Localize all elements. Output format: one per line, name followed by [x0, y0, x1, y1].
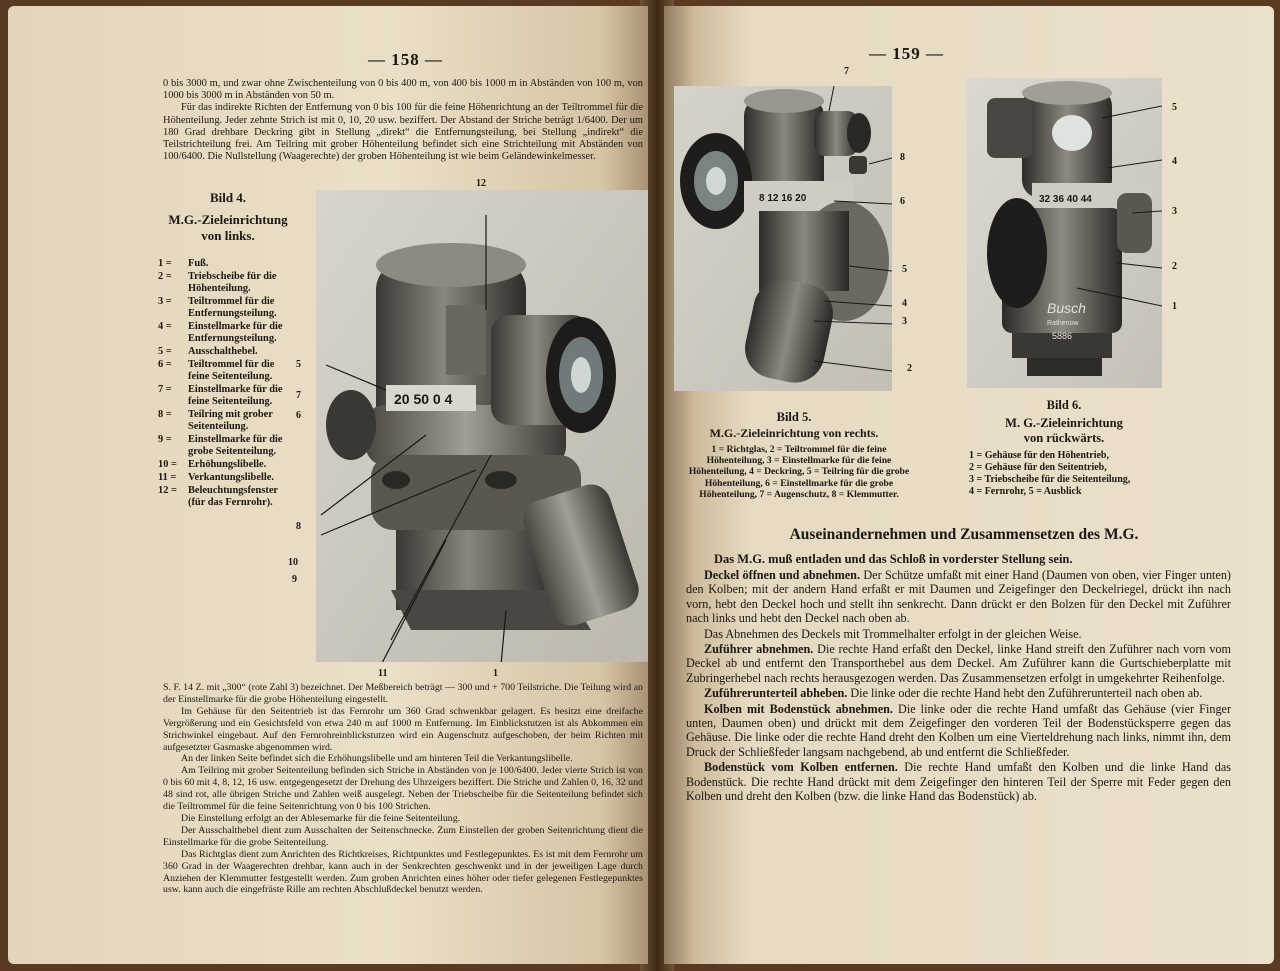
callout-9: 9 [292, 574, 297, 585]
legend-item [158, 296, 293, 320]
legend-text: Teiltrommel für die feine Seitenteilung. [188, 359, 275, 382]
figure-5-photo [674, 86, 892, 391]
figure-legend [158, 258, 293, 510]
legend-num: 12 = [158, 485, 177, 496]
callout-10: 10 [288, 557, 298, 568]
legend-num: 9 = [158, 434, 172, 445]
figure-title-line: M.G.-Zieleinrichtung [168, 212, 288, 227]
sight-illustration-rear [967, 78, 1162, 388]
left-bottom-text [163, 682, 643, 896]
figure-5-number: Bild 5. [776, 410, 812, 424]
legend-text: Einstellmarke für die grobe Seitenteilung. [188, 434, 283, 457]
right-page [664, 6, 1274, 964]
paragraph [686, 760, 1231, 803]
figure-number: Bild 4. [209, 190, 247, 205]
figure-6-title [964, 416, 1164, 446]
legend-text: Fuß. [188, 258, 209, 269]
legend-text: Verkantungslibelle. [188, 472, 274, 483]
callout-6: 6 [296, 410, 301, 421]
legend-text: Ausschalthebel. [188, 346, 258, 357]
legend-num: 6 = [158, 359, 172, 370]
legend-text: Einstellmarke für die feine Seitenteilung. [188, 384, 283, 407]
legend-line: 3 = Triebscheibe für die Seitenteilung, [969, 474, 1131, 485]
paragraph: Am Teilring mit grober Seitenteilung befinden sich Striche in Abständen von je 100/6400. Jeder vierte Strich ist von 0 bis 60 mit 4, 8, 12, 16 usw. entgegengesetzt der Drehung des Uhrzeigers beziffert. Die Striche und Zahlen 0, 16, 32 und 48 sind rot, alle übrigen Striche und Zahlen weiß ausgelegt. Neben der Triebscheibe für die Seitenteilung befindet sich die Teiltrommel für die feine Seitenrichtung von 0 bis 100 Strichen. [163, 765, 643, 813]
figure-6-number: Bild 6. [1046, 398, 1082, 412]
paragraph-lead: Zuführerunterteil abheben. [704, 686, 848, 701]
dial-scale-text: 20 50 0 4 [394, 391, 453, 407]
figure-5-legend: 1 = Richtglas, 2 = Teiltrommel für die feine Höhenteilung, 3 = Einstellmarke für die feine Höhenteilung, 4 = Deckring, 5 = Teilring für die grobe Höhenteilung, 6 = Einstellmarke für die grobe Höhenteilung, 7 = Augenschutz, 8 = Klemmutter. [688, 444, 910, 500]
legend-num: 2 = [158, 271, 172, 282]
callout-1: 1 [493, 668, 498, 679]
legend-item [158, 346, 293, 358]
callout-3: 3 [1172, 206, 1177, 217]
callout-8: 8 [296, 521, 301, 532]
legend-num: 7 = [158, 384, 172, 395]
legend-item [158, 359, 293, 383]
paragraph-lead: Zuführer abnehmen. [704, 642, 814, 657]
paragraph: Die Einstellung erfolgt an der Ablesemarke für die feine Seitenteilung. [181, 812, 461, 824]
paragraph-text: Die linke oder die rechte Hand hebt den Zuführerunterteil nach oben ab. [847, 686, 1203, 701]
legend-text: Triebscheibe für die Höhenteilung. [188, 271, 277, 294]
callout-4: 4 [1172, 156, 1177, 167]
paragraph-text: Die linke oder die rechte Hand umfaßt das Gehäuse (vier Finger unten, Daumen oben) und drückt mit dem Zeigefinger den vorderen Teil der Bodenstücksperre gegen das Gehäuse. Die linke oder die rechte Hand dreht den Kolben um eine Vierteldrehung nach links, nimmt ihn, dem Druck der Schließfeder langsam nachgebend, ab und entfernt die Schließfeder. [686, 701, 1232, 759]
dial-scale-text: 8 12 16 20 [759, 193, 807, 204]
legend-item [158, 472, 293, 484]
paragraph-text: Die rechte Hand umfaßt den Kolben und die linke Hand das Bodenstück. Die rechte Hand drückt mit dem Zeigefinger den hinteren Teil der Sperre mit Feder gegen den Kolben und dreht den Kolben (bzw. die linke Hand das Bodenstück) ab. [686, 760, 1231, 804]
callout-1: 1 [1172, 301, 1177, 312]
figure-6-legend [969, 450, 1169, 498]
legend-text: Beleuchtungsfenster (für das Fernrohr). [188, 485, 278, 508]
figure-title-line: M. G.-Zieleinrichtung [1005, 416, 1123, 430]
paragraph-lead: Kolben mit Bodenstück abnehmen. [704, 701, 893, 716]
figure-title [153, 212, 303, 244]
legend-item [158, 271, 293, 295]
callout-5: 5 [902, 264, 907, 275]
callout-5: 5 [1172, 102, 1177, 113]
legend-item [158, 485, 293, 509]
page-number-left: — 158 — [368, 50, 443, 69]
paragraph: Für das indirekte Richten der Entfernung von 0 bis 100 für die feine Höhenrichtung an der Teiltrommel für die Höhenteilung. Jeder zehnte Strich ist mit 0, 10, 20 usw. beziffert. Der Abstand der Striche beträgt 1/6400. Der um 180 Grad drehbare Deckring gibt in Stellung „direkt“ die Entfernungsteilung, bei Stellung „indirekt“ die Teilstrichteilung frei. Am Teilring mit grober Höhenteilung befindet sich eine Strichteilung mit Abständen von 100/6400. Die Nullstellung (Waagerechte) der groben Höhenteilung ist wie beim Geländewinkelmesser. [163, 102, 643, 163]
serial-number: 5886 [1052, 331, 1073, 341]
legend-line: 2 = Gehäuse für den Seitentrieb, [969, 462, 1107, 473]
sight-illustration-right-side [674, 86, 892, 391]
figure-title-line: von links. [201, 228, 255, 243]
paragraph: An der linken Seite befindet sich die Erhöhungslibelle und am hinteren Teil die Verkantungslibelle. [181, 753, 573, 765]
figure-5-title: M.G.-Zieleinrichtung von rechts. [709, 426, 879, 440]
paragraph: S. F. 14 Z. mit „300“ (rote Zahl 3) bezeichnet. Der Meßbereich beträgt — 300 und + 700 Teilstriche. Die Teilung wird an der Einstellmarke für die grobe Höhenteilung eingestellt. [163, 682, 643, 705]
paragraph [686, 686, 1231, 700]
paragraph [686, 642, 1231, 685]
figure-6-photo [967, 78, 1162, 388]
callout-4: 4 [902, 298, 907, 309]
figure-title-line: von rückwärts. [1023, 431, 1105, 445]
left-top-text [163, 78, 643, 163]
figure-4-photo [316, 190, 648, 662]
paragraph: Der Ausschalthebel dient zum Ausschalten der Seitenschnecke. Zum Einstellen der groben Seitenrichtung dient die Einstellmarke für die grobe Seitenteilung. [163, 824, 643, 848]
legend-item [158, 321, 293, 345]
section-subheading: Das M.G. muß entladen und das Schloß in vorderster Stellung sein. [714, 552, 1073, 566]
maker-name: Busch [1047, 300, 1086, 316]
callout-6: 6 [900, 196, 905, 207]
legend-num: 10 = [158, 459, 177, 470]
callout-3: 3 [902, 316, 907, 327]
paragraph: Im Gehäuse für den Seitentrieb ist das Fernrohr um 360 Grad schwenkbar gelagert. Es besitzt eine dreifache Vergrößerung und ein Gesichtsfeld von etwa 240 m auf 1000 m Entfernung. Im Einblickstutzen ist als Abkommen ein Strichwinkel eingebaut. Auf den Fernrohreinblickstutzen wird ein Augenschutz aufgeschoben, der beim Richten mit aufgesetzter Gasmaske abgenommen wird. [163, 705, 643, 753]
left-page [8, 6, 648, 964]
paragraph [686, 627, 1231, 641]
paragraph-lead: Deckel öffnen und abnehmen. [704, 568, 861, 582]
legend-text: Teiltrommel für die Entfernungsteilung. [188, 296, 277, 319]
paragraph [686, 568, 1231, 626]
callout-2: 2 [1172, 261, 1177, 272]
paragraph-text: Das Abnehmen des Deckels mit Trommelhalter erfolgt in der gleichen Weise. [704, 626, 1082, 641]
callout-2: 2 [907, 363, 912, 374]
legend-num: 8 = [158, 409, 172, 420]
legend-text: Erhöhungslibelle. [188, 459, 267, 470]
legend-text: Einstellmarke für die Entfernungsteilung. [188, 321, 283, 344]
paragraph-text: Der Schütze umfaßt mit einer Hand (Daumen von oben, vier Finger unten) den Kolben; mit der andern Hand erfaßt er mit Daumen und Zeigefinger den Deckelriegel, drückt ihn nach vorn, hebt den Deckel hoch und stellt ihn senkrecht. Dann drückt er den Bolzen für den Deckel mit Zuführer nach links und hebt den Deckel nach oben ab. [686, 568, 1231, 626]
legend-item [158, 258, 293, 270]
legend-num: 11 = [158, 472, 177, 483]
paragraph: Das Richtglas dient zum Anrichten des Richtkreises, Richtpunktes und Festlegepunktes. Es ist mit dem Fernrohr um 360 Grad in der Waagerechten drehbar, kann auch in der Senkrechten geschwenkt und in der jeweiligen Lage durch Anziehen der Klemmutter festgestellt werden. Zum groben Anrichten eines höher oder tiefer gelegenen Festlegepunktes usw. kann auch die eingefräste Rille am rechten Abschlußdeckel benutzt werden. [163, 848, 643, 896]
paragraph: 0 bis 3000 m, und zwar ohne Zwischenteilung von 0 bis 400 m, von 400 bis 1000 m in Abständen von 100 m, von 1000 bis 3000 m in Abständen von 50 m. [163, 78, 643, 102]
callout-11: 11 [378, 668, 388, 679]
page-number-right: — 159 — [869, 44, 944, 63]
legend-text: Teilring mit grober Seitenteilung. [188, 409, 273, 432]
callout-7: 7 [844, 66, 849, 77]
legend-num: 3 = [158, 296, 172, 307]
legend-item [158, 409, 293, 433]
callout-12: 12 [476, 178, 486, 189]
legend-num: 4 = [158, 321, 172, 332]
dial-scale-text: 32 36 40 44 [1039, 194, 1092, 205]
callout-8: 8 [900, 152, 905, 163]
legend-item [158, 459, 293, 471]
legend-item [158, 434, 293, 458]
paragraph [686, 702, 1231, 760]
section-heading: Auseinandernehmen und Zusammensetzen des M.G. [789, 526, 1139, 543]
legend-num: 5 = [158, 346, 172, 357]
legend-item [158, 384, 293, 408]
paragraph-text: Die rechte Hand erfaßt den Deckel, linke Hand streift den Zuführer nach vorn vom Deckel ab und entfernt den Transporthebel aus dem Deckel. Am Zuführer kann die Gurtschieberplatte mit Zubringerhebel nach rechts herausgezogen werden. Das Zusammensetzen erfolgt in umgekehrter Reihenfolge. [686, 642, 1231, 685]
callout-5: 5 [296, 359, 301, 370]
callout-7: 7 [296, 390, 301, 401]
maker-city: Rathenow [1047, 320, 1079, 327]
legend-num: 1 = [158, 258, 172, 269]
paragraph-lead: Bodenstück vom Kolben entfernen. [704, 760, 898, 775]
right-body-text [686, 568, 1231, 805]
legend-line: 4 = Fernrohr, 5 = Ausblick [969, 486, 1082, 497]
legend-line: 1 = Gehäuse für den Höhentrieb, [969, 450, 1109, 461]
sight-illustration-left [316, 190, 648, 662]
